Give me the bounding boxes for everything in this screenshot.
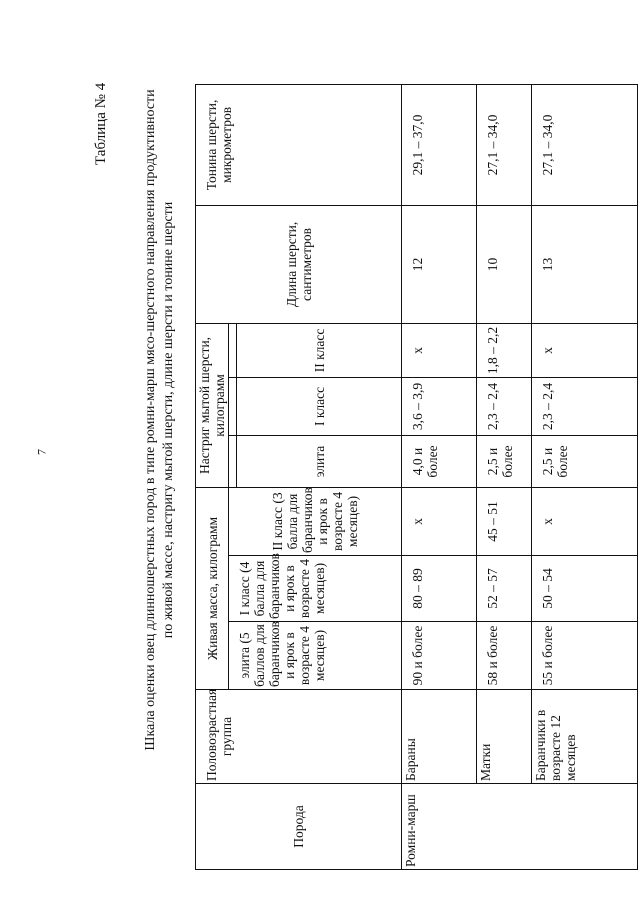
table-title bbox=[142, 30, 178, 810]
cell-clip-class1: 2,3 – 2,4 bbox=[532, 377, 638, 435]
header-clip-class2: II класс bbox=[237, 323, 402, 377]
cell-clip-class2: 1,8 – 2,2 bbox=[477, 323, 532, 377]
cell-live-class2: х bbox=[532, 487, 638, 555]
cell-live-class2: х bbox=[402, 487, 477, 555]
header-live-class2: II класс (3 балла для баранчиков и ярок в возрасте 4 месяцев) bbox=[229, 487, 402, 555]
header-clip-spacer bbox=[229, 377, 237, 435]
cell-live-class1: 80 – 89 bbox=[402, 556, 477, 622]
cell-clip-elite: 2,5 и более bbox=[532, 435, 638, 487]
row-group: Баранчики в возрасте 12 месяцев bbox=[532, 690, 638, 784]
cell-length: 12 bbox=[402, 205, 477, 323]
header-length: Длина шерсти, сантиметров bbox=[196, 205, 402, 323]
row-group: Матки bbox=[477, 690, 532, 784]
header-clip-spacer bbox=[229, 323, 237, 377]
cell-live-elite: 55 и более bbox=[532, 622, 638, 690]
cell-live-class1: 50 – 54 bbox=[532, 556, 638, 622]
cell-clip-class2: х bbox=[532, 323, 638, 377]
title-line: Шкала оценки овец длинношерстных пород в типе ромни-марш мясо-шерстного направления продуктивности bbox=[143, 89, 158, 751]
header-group: Половозрастная группа bbox=[196, 690, 402, 784]
page-number: 7 bbox=[34, 449, 49, 455]
breed-name: Ромни-марш bbox=[402, 784, 638, 870]
cell-length: 13 bbox=[532, 205, 638, 323]
cell-fineness: 27,1 – 34,0 bbox=[532, 84, 638, 205]
row-group: Бараны bbox=[402, 690, 477, 784]
cell-live-class1: 52 – 57 bbox=[477, 556, 532, 622]
header-clip: Настриг мытой шерсти, килограмм bbox=[196, 323, 229, 487]
header-breed: Порода bbox=[196, 784, 402, 870]
cell-live-elite: 90 и более bbox=[402, 622, 477, 690]
assessment-table bbox=[195, 84, 638, 870]
cell-clip-elite: 2,5 и более bbox=[477, 435, 532, 487]
cell-live-class2: 45 – 51 bbox=[477, 487, 532, 555]
header-live-class1: I класс (4 балла для баранчиков и ярок в возрасте 4 месяцев) bbox=[229, 556, 402, 622]
cell-fineness: 29,1 – 37,0 bbox=[402, 84, 477, 205]
header-clip-spacer bbox=[229, 435, 237, 487]
cell-clip-class1: 3,6 – 3,9 bbox=[402, 377, 477, 435]
table-number: Таблица № 4 bbox=[93, 82, 109, 165]
cell-clip-elite: 4,0 и более bbox=[402, 435, 477, 487]
table-row bbox=[532, 84, 638, 869]
cell-length: 10 bbox=[477, 205, 532, 323]
cell-clip-class1: 2,3 – 2,4 bbox=[477, 377, 532, 435]
cell-clip-class2: х bbox=[402, 323, 477, 377]
header-live-elite: элита (5 баллов для баранчиков и ярок в возрасте 4 месяцев) bbox=[229, 622, 402, 690]
header-live-mass: Живая масса, килограмм bbox=[196, 487, 229, 689]
header-clip-elite: элита bbox=[237, 435, 402, 487]
table-row bbox=[477, 84, 532, 869]
cell-live-elite: 58 и более bbox=[477, 622, 532, 690]
table-row bbox=[402, 84, 477, 869]
title-line: по живой массе, настригу мытой шерсти, длине шерсти и тонине шерсти bbox=[161, 201, 176, 639]
header-clip-class1: I класс bbox=[237, 377, 402, 435]
cell-fineness: 27,1 – 34,0 bbox=[477, 84, 532, 205]
header-fineness: Тонина шерсти, микрометров bbox=[196, 84, 402, 205]
